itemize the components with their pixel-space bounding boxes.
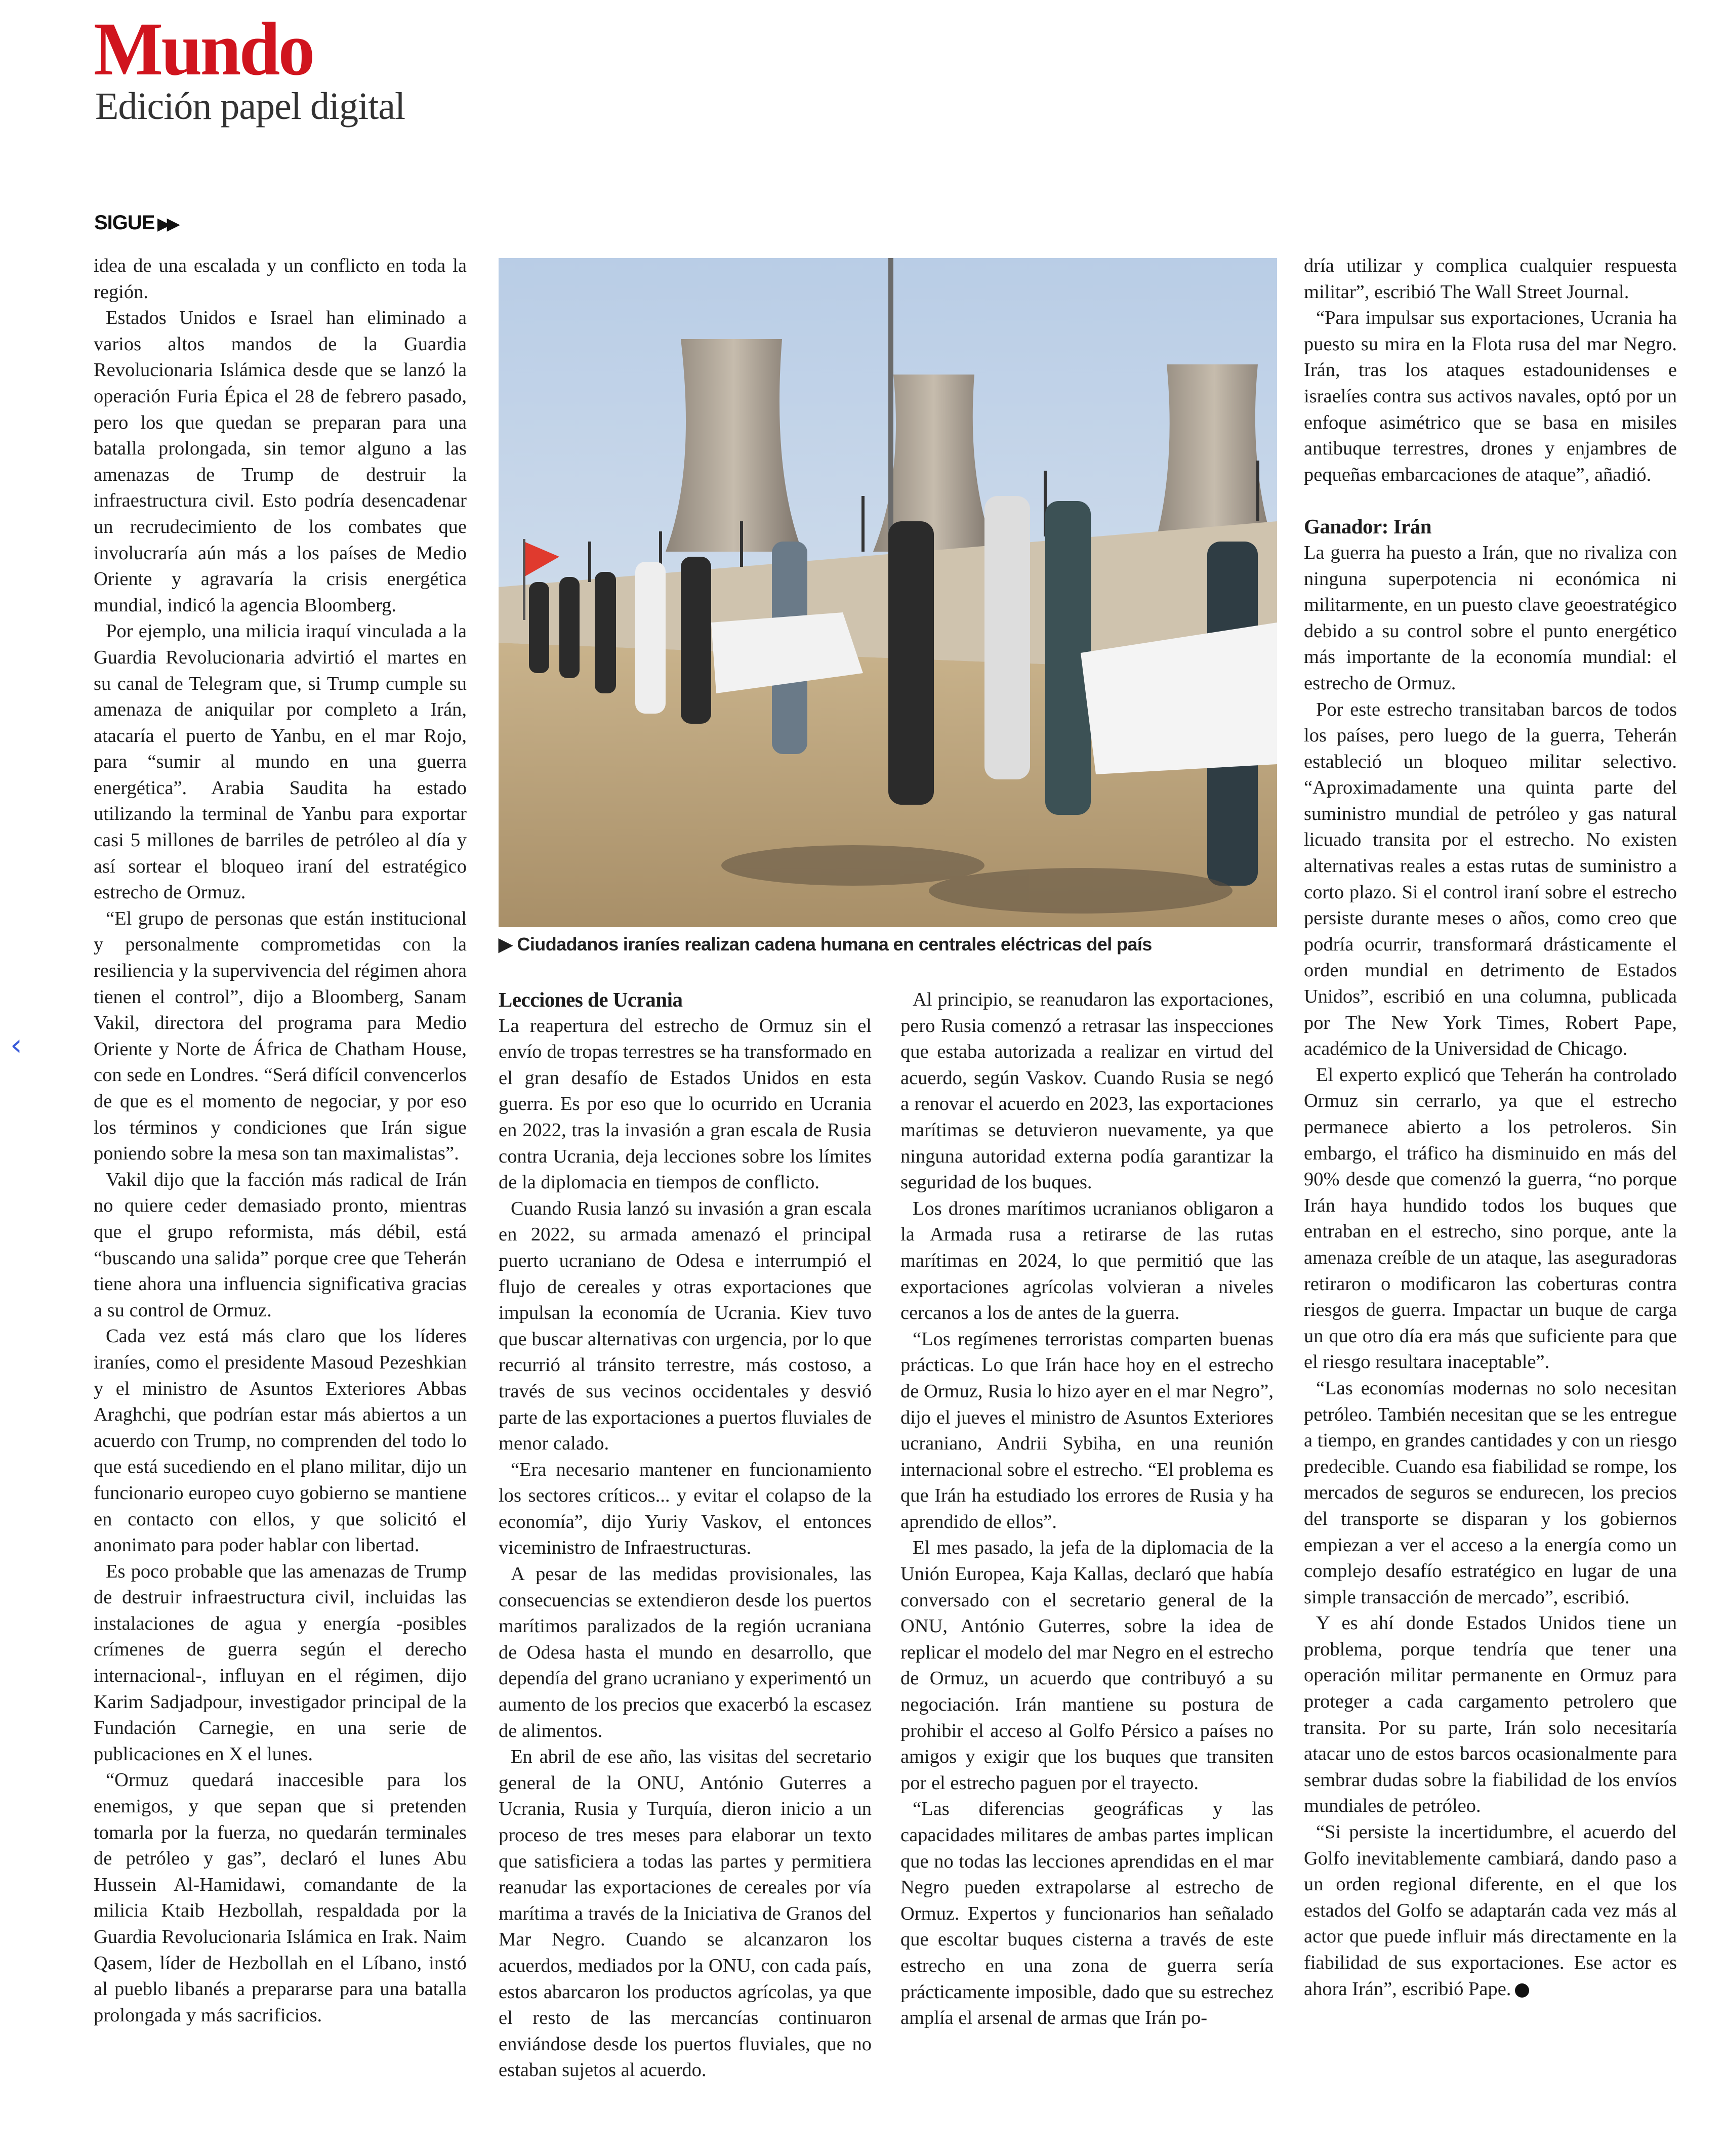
end-of-article-dot-icon [1515, 1983, 1529, 1998]
paragraph: Los drones marítimos ucranianos obligaron a la Armada rusa a retirarse de las rutas marítimas en 2024, lo que permitió que las exportaciones agrícolas volvieran a niveles cercanos a los de antes de la guerra. [900, 1197, 1274, 1324]
news-photo [499, 258, 1277, 927]
paragraph: Cada vez está más claro que los líderes iraníes, como el presidente Masoud Pezeshkian y el ministro de Asuntos Exteriores Abbas Araghchi, que podrían estar más abiertos a un acuerdo con Trump, no comprenden del todo lo que está sucediendo en el plano militar, dijo un funcionario europeo cuyo gobierno se mantiene en contacto con ellos, y que solicitó el anonimato para poder hablar con libertad. [94, 1325, 467, 1556]
paragraph: Al principio, se reanudaron las exportaciones, pero Rusia comenzó a retrasar las inspecciones que estaba autorizada a realizar en virtud del acuerdo, según Vaskov. Cuando Rusia se negó a renovar el acuerdo en 2023, las exportaciones marítimas se detuvieron nuevamente, ya que ninguna autoridad externa podía garantizar la seguridad de los buques. [900, 989, 1274, 1193]
paragraph: “Ormuz quedará inaccesible para los enemigos, y que sepan que si pretenden tomarla por la fuerza, no quedarán terminales de petróleo y gas”, declaró el lunes Abu Hussein Al-Hamidawi, comandante de la milicia Ktaib Hezbollah, respaldada por la Guardia Revolucionaria Islámica en Irak. Naim Qasem, líder de Hezbollah en el Líbano, instó al pueblo libanés a prepararse para una batalla prolongada y más sacrificios. [94, 1769, 467, 2026]
paragraph: Y es ahí donde Estados Unidos tiene un problema, porque tendría que tener una operación militar permanente en Ormuz para proteger a cada cargamento petrolero que transita. Por su parte, Irán solo necesitaría atacar uno de estos barcos ocasionalmente para sembrar dudas sobre la fiabilidad de los envíos mundiales de petróleo. [1304, 1612, 1677, 1817]
double-arrow-icon: ▶▶ [157, 215, 177, 233]
paragraph: “Las economías modernas no solo necesitan petróleo. También necesitan que se les entregue a tiempo, en grandes cantidades y con un riesgo predecible. Cuando esa fiabilidad se rompe, los mercados de seguros se endurecen, los precios del transporte se disparan y los gobiernos empiezan a ver el acceso a la energía como un complejo desafío estratégico en lugar de una simple transacción de mercado”, escribió. [1304, 1377, 1677, 1608]
paragraph: El mes pasado, la jefa de la diplomacia de la Unión Europea, Kaja Kallas, declaró que había conversado con el secretario general de la ONU, António Guterres, sobre la idea de replicar el modelo del mar Negro en el estrecho de Ormuz, un acuerdo que contribuyó a su negociación. Irán mantiene su postura de prohibir el acceso al Golfo Pérsico a países no amigos y exigir que los buques que transiten por el estrecho paguen por el trayecto. [900, 1537, 1274, 1794]
caption-marker-icon: ▶ [499, 934, 513, 955]
article-column-3 [900, 987, 1274, 2116]
subheading-lecciones-de-ucrania: Lecciones de Ucrania [499, 988, 683, 1011]
paragraph: “Era necesario mantener en funcionamiento los sectores críticos... y evitar el colapso de la economía”, dijo Yuriy Vaskov, el entonces viceministro de Infraestructuras. [499, 1459, 872, 1559]
section-title: Mundo [94, 7, 313, 91]
paragraph: idea de una escalada y un conflicto en toda la región. [94, 255, 467, 303]
paragraph: Por este estrecho transitaban barcos de todos los países, pero luego de la guerra, Teherán estableció un bloqueo militar selectivo. “Aproximadamente una quinta parte del suministro mundial de petróleo y gas natural licuado transita por el estrecho. No existen alternativas reales a estas rutas de suministro a corto plazo. Si el control iraní sobre el estrecho persiste durante meses o años, como creo que podría ocurrir, transformará drásticamente el orden mundial en detrimento de Estados Unidos”, escribió en una columna, publicada por The New York Times, Robert Pape, académico de la Universidad de Chicago. [1304, 698, 1677, 1060]
photo-caption [499, 934, 1152, 955]
paragraph: A pesar de las medidas provisionales, las consecuencias se extendieron desde los puertos marítimos paralizados de la región ucraniana de Odesa hasta el mundo en desarrollo, que dependía del grano ucraniano y experimentó un aumento de los precios que exacerbó la escasez de alimentos. [499, 1563, 872, 1742]
final-paragraph-text: “Si persiste la incertidumbre, el acuerdo del Golfo inevitablemente cambiará, dando paso a un orden regional diferente, en el que los estados del Golfo se adaptarán cada vez más al actor que puede influir más directamente en la fiabilidad de sus exportaciones. Ese actor es ahora Irán”, escribió Pape. [1304, 1821, 1677, 2000]
paragraph: Es poco probable que las amenazas de Trump de destruir infraestructura civil, incluidas las instalaciones de agua y energía -posibles crímenes de guerra según el derecho internacional-, influyan en el régimen, dijo Karim Sadjadpour, investigador principal de la Fundación Carnegie, en una serie de publicaciones en X el lunes. [94, 1560, 467, 1765]
article-column-4 [1304, 253, 1677, 2116]
caption-text: Ciudadanos iraníes realizan cadena humana en centrales eléctricas del país [517, 934, 1152, 955]
paragraph: En abril de ese año, las visitas del secretario general de la ONU, António Guterres a Ucrania, Rusia y Turquía, dieron inicio a un proceso de tres meses para elaborar un texto que satisficiera a todas las partes y permitiera reanudar las exportaciones de cereales por vía marítima a través de la Iniciativa de Granos del Mar Negro. Cuando se alcanzaron los acuerdos, mediados por la ONU, con cada país, estos abarcaron los productos agrícolas, ya que el resto de las mercancías continuaron enviándose desde los puertos fluviales, que no estaban sujetos al acuerdo. [499, 1746, 872, 2081]
paragraph: La guerra ha puesto a Irán, que no rivaliza con ninguna superpotencia ni económica ni militarmente, en un puesto clave geoestratégico debido a su control sobre el punto energético más importante de la economía mundial: el estrecho de Ormuz. [1304, 542, 1677, 694]
paragraph: “El grupo de personas que están institucional y personalmente comprometidas con la resiliencia y la supervivencia del régimen ahora tienen el control”, dijo a Bloomberg, Sanam Vakil, directora del programa para Medio Oriente y Norte de África de Chatham House, con sede en Londres. “Será difícil convencerlos de que es el momento de negociar, y por eso los términos y condiciones que Irán sigue poniendo sobre la mesa son tan maximalistas”. [94, 907, 467, 1165]
article-column-2 [499, 987, 872, 2116]
sigue-text: SIGUE [94, 212, 155, 234]
paragraph: Estados Unidos e Israel han eliminado a varios altos mandos de la Guardia Revolucionaria Islámica desde que se lanzó la operación Furia Épica el 28 de febrero pasado, pero los que quedan se preparan para una batalla prolongada, sin temor alguno a las amenazas de Trump de destruir la infraestructura civil. Esto podría desencadenar un recrudecimiento de los combates que involucraría aún más a los países de Medio Oriente y agravaría la crisis energética mundial, indicó la agencia Bloomberg. [94, 307, 467, 616]
subheading-ganador-iran: Ganador: Irán [1304, 515, 1432, 538]
paragraph: dría utilizar y complica cualquier respuesta militar”, escribió The Wall Street Journal. [1304, 255, 1677, 303]
edition-subtitle: Edición papel digital [95, 85, 405, 128]
paragraph: “Las diferencias geográficas y las capacidades militares de ambas partes implican que no todas las lecciones aprendidas en el mar Negro pueden extrapolarse al estrecho de Ormuz. Expertos y funcionarios han señalado que escoltar buques cisterna a través de este estrecho en una zona de guerra sería prácticamente imposible, dado que su estrechez amplía el arsenal de armas que Irán po- [900, 1798, 1274, 2029]
paragraph: “Para impulsar sus exportaciones, Ucrania ha puesto su mira en la Flota rusa del mar Negro. Irán, tras los ataques estadounidenses e israelíes contra sus activos navales, optó por un enfoque asimétrico que se basa en misiles antibuque terrestres, drones y enjambres de pequeñas embarcaciones de ataque”, añadió. [1304, 307, 1677, 485]
paragraph: El experto explicó que Teherán ha controlado Ormuz sin cerrarlo, ya que el estrecho permanece abierto a los petroleros. Sin embargo, el tráfico ha disminuido en más del 90% desde que comenzó la guerra, “no porque Irán haya hundido todos los buques que entraban en el estrecho, sino porque, ante la amenaza creíble de un ataque, las aseguradoras retiraron o modificaron las coberturas contra riesgos de guerra. Impactar un buque de carga un que otro día era más que suficiente para que el riesgo resultara inaceptable”. [1304, 1064, 1677, 1373]
paragraph: La reapertura del estrecho de Ormuz sin el envío de tropas terrestres se ha transformado en el gran desafío de Estados Unidos en esta guerra. Es por eso que lo ocurrido en Ucrania en 2022, tras la invasión a gran escala de Rusia contra Ucrania, deja lecciones sobre los límites de la diplomacia en tiempos de conflicto. [499, 1015, 872, 1193]
previous-page-chevron-icon[interactable]: ‹ [10, 1027, 22, 1063]
photo-human-chain-power-plant [499, 258, 1277, 927]
paragraph: “Los regímenes terroristas comparten buenas prácticas. Lo que Irán hace hoy en el estrecho de Ormuz, Rusia lo hizo ayer en el mar Negro”, dijo el jueves el ministro de Asuntos Exteriores ucraniano, Andrii Sybiha, en una reunión internacional sobre el estrecho. “El problema es que Irán ha estudiado los errores de Rusia y ha aprendido de ellos”. [900, 1328, 1274, 1532]
paragraph: Vakil dijo que la facción más radical de Irán no quiere ceder demasiado pronto, mientras que el grupo reformista, más débil, está “buscando una salida” porque cree que Teherán tiene ahora una influencia significativa gracias a su control de Ormuz. [94, 1169, 467, 1321]
article-column-1 [94, 253, 467, 2116]
paragraph-final [1304, 1819, 1677, 2002]
paragraph: Por ejemplo, una milicia iraquí vinculada a la Guardia Revolucionaria advirtió el martes en su canal de Telegram que, si Trump cumple su amenaza de aniquilar por completo a Irán, atacaría el puerto de Yanbu, en el mar Rojo, para “sumir al mundo en una guerra energética”. Arabia Saudita ha estado utilizando la terminal de Yanbu para exportar casi 5 millones de barriles de petróleo al día y así sortear el bloqueo iraní del estratégico estrecho de Ormuz. [94, 620, 467, 903]
paragraph: Cuando Rusia lanzó su invasión a gran escala en 2022, su armada amenazó el principal puerto ucraniano de Odesa e interrumpió el flujo de cereales y otras exportaciones que impulsan la economía de Ucrania. Kiev tuvo que buscar alternativas con urgencia, por lo que recurrió al tránsito terrestre, más costoso, a través de sus vecinos occidentales y desvió parte de las exportaciones a puertos fluviales de menor calado. [499, 1197, 872, 1455]
sigue-label [94, 212, 177, 234]
